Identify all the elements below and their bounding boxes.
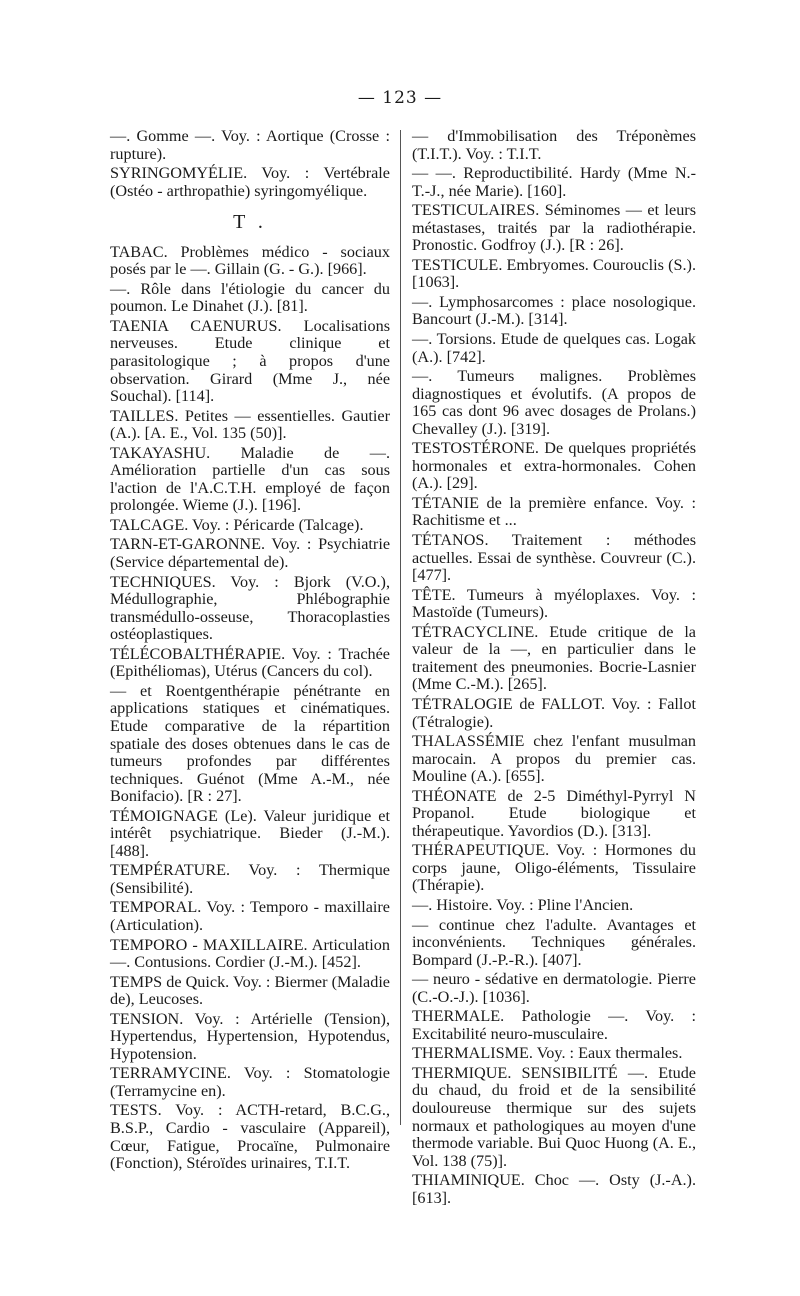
page-number: — 123 — bbox=[357, 88, 443, 108]
index-entry: TÉTANOS. Traitement : méthodes actuelles. Essai de synthèse. Couvreur (C.). [477]. bbox=[412, 531, 696, 585]
index-entry: —. Tumeurs malignes. Problèmes diagnostiques et évolutifs. (A propos de 165 cas dont 96 avec dosages de Prolans.) Chevalley (J.). [319]. bbox=[412, 367, 696, 438]
index-entry: TESTICULAIRES. Séminomes — et leurs métastases, traités par la radiothérapie. Pronostic. Godfroy (J.). [R : 26]. bbox=[412, 201, 696, 255]
index-entry: TEMPORO - MAXILLAIRE. Articulation —. Contusions. Cordier (J.-M.). [452]. bbox=[110, 935, 390, 972]
index-entry: TÉTANIE de la première enfance. Voy. : Rachitisme et ... bbox=[412, 493, 696, 530]
index-entry: — et Roentgenthérapie pénétrante en applications statiques et cinématiques. Etude comparative de la répartition spatiale des doses obtenues dans le cas de tumeurs profondes par différentes techniques. Guénot (Mme A.-M., née Bonifacio). [R : 27]. bbox=[110, 681, 390, 806]
index-entry: TÉMOIGNAGE (Le). Valeur juridique et intérêt psychiatrique. Bieder (J.-M.). [488]. bbox=[110, 806, 390, 860]
index-entry: THÉRAPEUTIQUE. Voy. : Hormones du corps jaune, Oligo-éléments, Tissulaire (Thérapie). bbox=[412, 841, 696, 895]
index-entry: —. Gomme —. Voy. : Aortique (Crosse : rupture). bbox=[110, 127, 390, 163]
index-entry: TENSION. Voy. : Artérielle (Tension), Hypertendus, Hypertension, Hypotendus, Hypotension. bbox=[110, 1009, 390, 1063]
section-letter: T . bbox=[233, 211, 267, 234]
index-entry: — d'Immobilisation des Tréponèmes (T.I.T.). Voy. : T.I.T. bbox=[412, 127, 696, 163]
index-entry: —. Histoire. Voy. : Pline l'Ancien. bbox=[412, 895, 634, 914]
left-column bbox=[110, 128, 390, 1175]
index-entry: TABAC. Problèmes médico - sociaux posés par le —. Gillain (G. - G.). [966]. bbox=[110, 242, 390, 279]
right-column bbox=[412, 128, 696, 1209]
index-entry: TERRAMYCINE. Voy. : Stomatologie (Terramycine en). bbox=[110, 1064, 390, 1100]
index-entry: THÉONATE de 2-5 Diméthyl-Pyrryl N Propanol. Etude biologique et thérapeutique. Yavordios (D.). [313]. bbox=[412, 786, 696, 840]
index-entry: THIAMINIQUE. Choc —. Osty (J.-A.). [613]. bbox=[412, 1171, 696, 1207]
index-entry: — continue chez l'adulte. Avantages et inconvénients. Techniques générales. Bompard (J.-P.-R.). [407]. bbox=[412, 915, 696, 969]
index-entry: TEMPS de Quick. Voy. : Biermer (Maladie de), Leucoses. bbox=[110, 972, 390, 1009]
index-entry: TESTOSTÉRONE. De quelques propriétés hormonales et extra-hormonales. Cohen (A.). [29]. bbox=[412, 439, 696, 493]
index-entry: THERMALE. Pathologie —. Voy. : Excitabilité neuro-musculaire. bbox=[412, 1007, 696, 1043]
index-entry: TÉLÉCOBALTHÉRAPIE. Voy. : Trachée (Epithéliomas), Utérus (Cancers du col). bbox=[110, 644, 390, 681]
index-entry: — —. Reproductibilité. Hardy (Mme N.-T.-J., née Marie). [160]. bbox=[412, 164, 696, 200]
index-entry: TAENIA CAENURUS. Localisations nerveuses. Etude clinique et parasitologique ; à propos d'une observation. Girard (Mme J., née Souchal). [114]. bbox=[110, 316, 390, 406]
index-entry: TECHNIQUES. Voy. : Bjork (V.O.), Médullographie, Phlébographie transmédullo-osseuse, Thoracoplasties ostéoplastiques. bbox=[110, 572, 390, 644]
index-entry: TEMPORAL. Voy. : Temporo - maxillaire (Articulation). bbox=[110, 898, 390, 934]
index-entry: TEMPÉRATURE. Voy. : Thermique (Sensibilité). bbox=[110, 861, 390, 897]
index-entry: TÉTRALOGIE de FALLOT. Voy. : Fallot (Tétralogie). bbox=[412, 694, 696, 731]
index-entry: —. Lymphosarcomes : place nosologique. Bancourt (J.-M.). [314]. bbox=[412, 292, 696, 329]
index-entry: THERMIQUE. SENSIBILITÉ —. Etude du chaud, du froid et de la sensibilité douloureuse thermique sur des sujets normaux et pathologiques au moyen d'une thermode variable. Bui Quoc Huong (A. E., Vol. 138 (75)]. bbox=[412, 1063, 696, 1170]
index-entry: SYRINGOMYÉLIE. Voy. : Vertébrale (Ostéo - arthropathie) syringomyélique. bbox=[110, 164, 390, 200]
index-entry: TÊTE. Tumeurs à myéloplaxes. Voy. : Mastoïde (Tumeurs). bbox=[412, 585, 696, 622]
index-entry: TÉTRACYCLINE. Etude critique de la valeur de la —, en particulier dans le traitement des pneumonies. Bocrie-Lasnier (Mme C.-M.). [265]. bbox=[412, 622, 696, 694]
index-entry: TAILLES. Petites — essentielles. Gautier (A.). [A. E., Vol. 135 (50)]. bbox=[110, 406, 390, 443]
index-entry: —. Torsions. Etude de quelques cas. Logak (A.). [742]. bbox=[412, 330, 696, 366]
index-entry: TARN-ET-GARONNE. Voy. : Psychiatrie (Service départemental de). bbox=[110, 535, 390, 572]
index-entry: THERMALISME. Voy. : Eaux thermales. bbox=[412, 1044, 683, 1063]
index-entry: TESTS. Voy. : ACTH-retard, B.C.G., B.S.P., Cardio - vasculaire (Appareil), Cœur, Fatigue, Procaïne, Pulmonaire (Fonction), Stéroïdes urinaires, T.I.T. bbox=[110, 1101, 390, 1173]
index-entry: TESTICULE. Embryomes. Courouclis (S.). [1063]. bbox=[412, 255, 696, 292]
index-entry: TALCAGE. Voy. : Péricarde (Talcage). bbox=[110, 515, 364, 534]
index-entry: TAKAYASHU. Maladie de —. Amélioration partielle d'un cas sous l'action de l'A.C.T.H. employé de façon prolongée. Wieme (J.). [196]. bbox=[110, 443, 390, 515]
index-entry: — neuro - sédative en dermatologie. Pierre (C.-O.-J.). [1036]. bbox=[412, 970, 696, 1006]
index-entry: —. Rôle dans l'étiologie du cancer du poumon. Le Dinahet (J.). [81]. bbox=[110, 279, 390, 316]
column-divider bbox=[400, 130, 401, 1125]
index-entry: THALASSÉMIE chez l'enfant musulman marocain. A propos du premier cas. Mouline (A.). [655]. bbox=[412, 732, 696, 786]
